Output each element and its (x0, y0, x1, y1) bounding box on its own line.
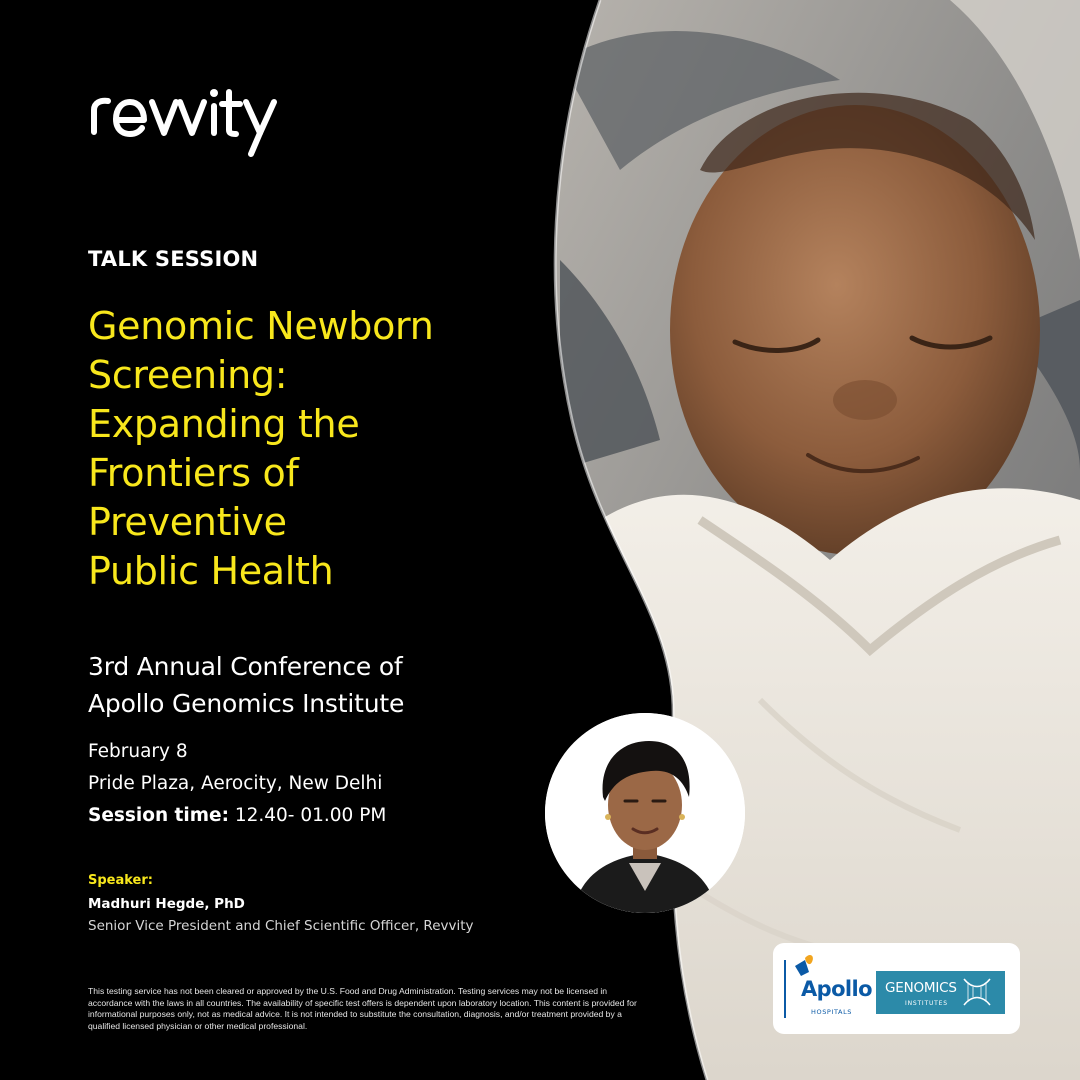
speaker-portrait (545, 713, 745, 913)
legal-disclaimer: This testing service has not been cleared or approved by the U.S. Food and Drug Administration. Testing services may not be licensed in accordance with the laws in all countries. The availability of specific test offers is dependent upon laboratory location. This content is provided for informational purposes only, not as medical advice. It is not intended to substitute the consultation, diagnosis, and/or treatment provided by a qualified licensed physician or other medical professional. (88, 986, 637, 1031)
apollo-subtitle: HOSPITALS (811, 1008, 853, 1016)
speaker-label: Speaker: (88, 873, 153, 888)
genomics-wordmark: GENOMICS (885, 980, 957, 996)
genomics-institutes-logo (876, 971, 1005, 1014)
talk-title-line: Frontiers of (88, 451, 299, 495)
session-time (88, 800, 386, 832)
speaker-name: Madhuri Hegde, PhD (88, 896, 245, 912)
talk-title (88, 302, 518, 596)
talk-title-line: Preventive (88, 500, 287, 544)
conference-line: 3rd Annual Conference of (88, 652, 403, 681)
event-details (88, 736, 386, 832)
event-venue: Pride Plaza, Aerocity, New Delhi (88, 773, 383, 794)
session-type-label: TALK SESSION (88, 247, 259, 271)
speaker-title: Senior Vice President and Chief Scientific Officer, Revvity (88, 918, 474, 934)
partner-logos (773, 943, 1020, 1034)
conference-line: Apollo Genomics Institute (88, 689, 405, 718)
talk-title-line: Expanding the (88, 402, 360, 446)
conference-name (88, 648, 404, 722)
talk-title-line: Genomic Newborn (88, 304, 434, 348)
revvity-logo (88, 84, 298, 160)
apollo-hospitals-logo (781, 952, 872, 1024)
session-time-value: 12.40- 01.00 PM (228, 805, 387, 826)
talk-title-line: Screening: (88, 353, 288, 397)
event-date: February 8 (88, 741, 188, 762)
genomics-subtitle: INSTITUTES (905, 1000, 948, 1007)
talk-title-line: Public Health (88, 549, 334, 593)
apollo-wordmark: Apollo (801, 977, 872, 1001)
session-time-label: Session time: (88, 805, 229, 826)
